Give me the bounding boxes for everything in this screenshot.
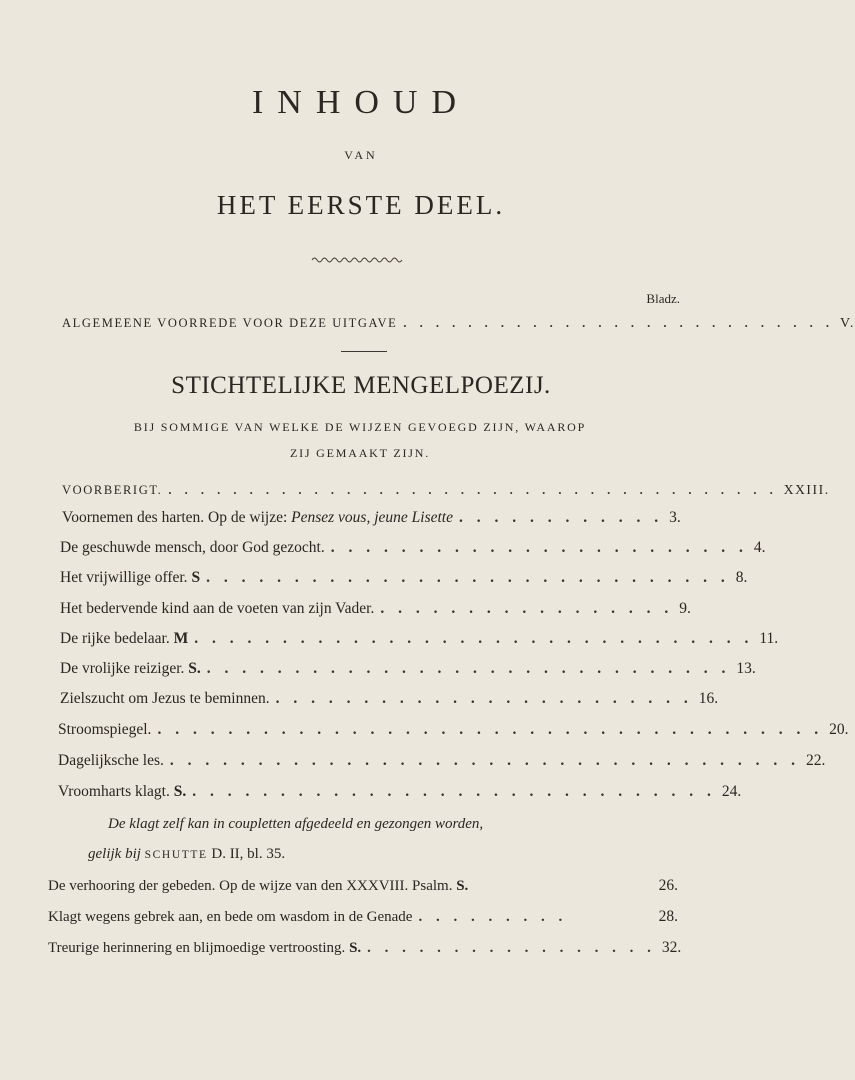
page-title: INHOUD [251, 84, 471, 121]
toc-row [48, 877, 678, 895]
leader-dots: . . . . . . . . . . . . [459, 509, 664, 526]
toc-page: XXIII. [783, 482, 830, 497]
leader-dots: . . . . . . . . . . . . . . . . . [380, 600, 674, 617]
toc-label: Zielszucht om Jezus te beminnen. [60, 690, 270, 707]
toc-page: 11. [759, 630, 779, 647]
section-subtitle-line1: BIJ SOMMIGE VAN WELKE DE WIJZEN GEVOEGD ZIJN, WAAROP [133, 420, 587, 434]
toc-page: 26. [658, 877, 678, 894]
note-line2: gelijk bij SCHUTTE D. II, bl. 35. [88, 846, 286, 862]
toc-row [60, 630, 779, 648]
toc-label: Vroomharts klagt. S. [58, 783, 187, 800]
leader-dots: . . . . . . . . . . . . . . . . . . . . . . . . [330, 539, 748, 556]
toc-label: Treurige herinnering en blijmoedige vertroosting. S. [48, 940, 362, 956]
toc-row [58, 783, 742, 801]
author-initial: S. [349, 940, 362, 956]
author-initial: S. [173, 783, 187, 800]
section-subtitle-line2: ZIJ GEMAAKT ZIJN. [289, 446, 431, 460]
author-initial: M [173, 630, 189, 647]
toc-page: 8. [735, 569, 748, 586]
toc-row [60, 690, 719, 708]
toc-label: Het vrijwillige offer. S [60, 569, 201, 586]
leader-dots: . . . . . . . . . . . . . . . . . . . . . . . . . . . [403, 316, 834, 330]
toc-label: De verhooring der gebeden. Op de wijze van den XXXVIII. Psalm. S. [48, 878, 469, 894]
toc-label: De rijke bedelaar. M [60, 630, 189, 647]
toc-label: De geschuwde mensch, door God gezocht. [60, 539, 325, 556]
toc-page: V. [839, 316, 855, 331]
toc-page: 3. [669, 509, 681, 526]
leader-dots: . . . . . . . . . . . . . . . . . . . . . . . . . . . . . . . . [194, 630, 754, 647]
toc-label: Klagt wegens gebrek aan, en bede om wasdom in de Genade [48, 909, 413, 925]
leader-dots: . . . . . . . . . . . . . . . . . . . . . . . . . . . . . . [192, 783, 716, 800]
toc-row [60, 600, 691, 618]
section-title: STICHTELIJKE MENGELPOEZIJ. [171, 372, 551, 399]
leader-dots: . . . . . . . . . . . . . . . . . . . . . . . . . . . . . . . . . . . . [169, 752, 801, 769]
toc-row [60, 569, 748, 587]
leader-dots: . . . . . . . . . . . . . . . . . . . . . . . . . . . . . . [206, 660, 731, 677]
author-initial: S. [188, 660, 201, 677]
toc-page: 32. [661, 939, 682, 956]
toc-page: 28. [658, 908, 678, 925]
toc-page: 24. [721, 783, 742, 800]
toc-label-italic: Pensez vous, jeune Lisette [291, 509, 453, 526]
leader-dots: . . . . . . . . . . . . . . . . . . . . . . . . . . . . . . . . . . . . . . [157, 721, 824, 738]
toc-label: Voornemen des harten. Op de wijze: Pensez vous, jeune Lisette [62, 509, 453, 526]
toc-row [58, 752, 826, 770]
van-label: VAN [344, 148, 378, 162]
toc-row [60, 660, 756, 678]
toc-row [62, 509, 681, 527]
toc-page: 16. [698, 690, 719, 707]
note-author: SCHUTTE [144, 849, 208, 861]
leader-dots: . . . . . . . . . . . . . . . . . . . . . . . . . . . . . . . . . . . . . . [168, 483, 778, 497]
toc-label: VOORBERIGT. [62, 483, 163, 497]
toc-row-preface [62, 316, 855, 332]
toc-label: Dagelijksche les. [58, 752, 164, 769]
author-initial: S [191, 569, 201, 586]
toc-page: 4. [753, 539, 766, 556]
toc-page: 22. [806, 752, 826, 769]
toc-page: 9. [679, 600, 691, 617]
toc-row [60, 539, 766, 557]
toc-row [62, 482, 830, 498]
toc-label: Het bedervende kind aan de voeten van zijn Vader. [60, 600, 375, 617]
leader-dots: . . . . . . . . . [418, 909, 568, 925]
author-initial: S. [456, 878, 469, 894]
toc-page: 13. [736, 660, 756, 677]
toc-row [58, 721, 849, 739]
note-line1: De klagt zelf kan in coupletten afgedeeld en gezongen worden, [108, 816, 484, 832]
divider [341, 351, 387, 352]
toc-row [48, 939, 682, 957]
leader-dots: . . . . . . . . . . . . . . . . . [367, 940, 656, 956]
volume-subtitle: HET EERSTE DEEL. [216, 190, 506, 220]
toc-page: 20. [829, 721, 849, 738]
leader-dots: . . . . . . . . . . . . . . . . . . . . . . . . [275, 690, 693, 707]
toc-label: ALGEMEENE VOORREDE VOOR DEZE UITGAVE [62, 316, 398, 330]
toc-row [48, 908, 678, 926]
page-column-header: Bladz. [646, 291, 680, 306]
toc-label: Stroomspiegel. [58, 721, 152, 738]
wavy-ornament-icon [312, 255, 402, 265]
leader-dots: . . . . . . . . . . . . . . . . . . . . . . . . . . . . . . [206, 569, 730, 586]
toc-label: De vrolijke reiziger. S. [60, 660, 201, 677]
